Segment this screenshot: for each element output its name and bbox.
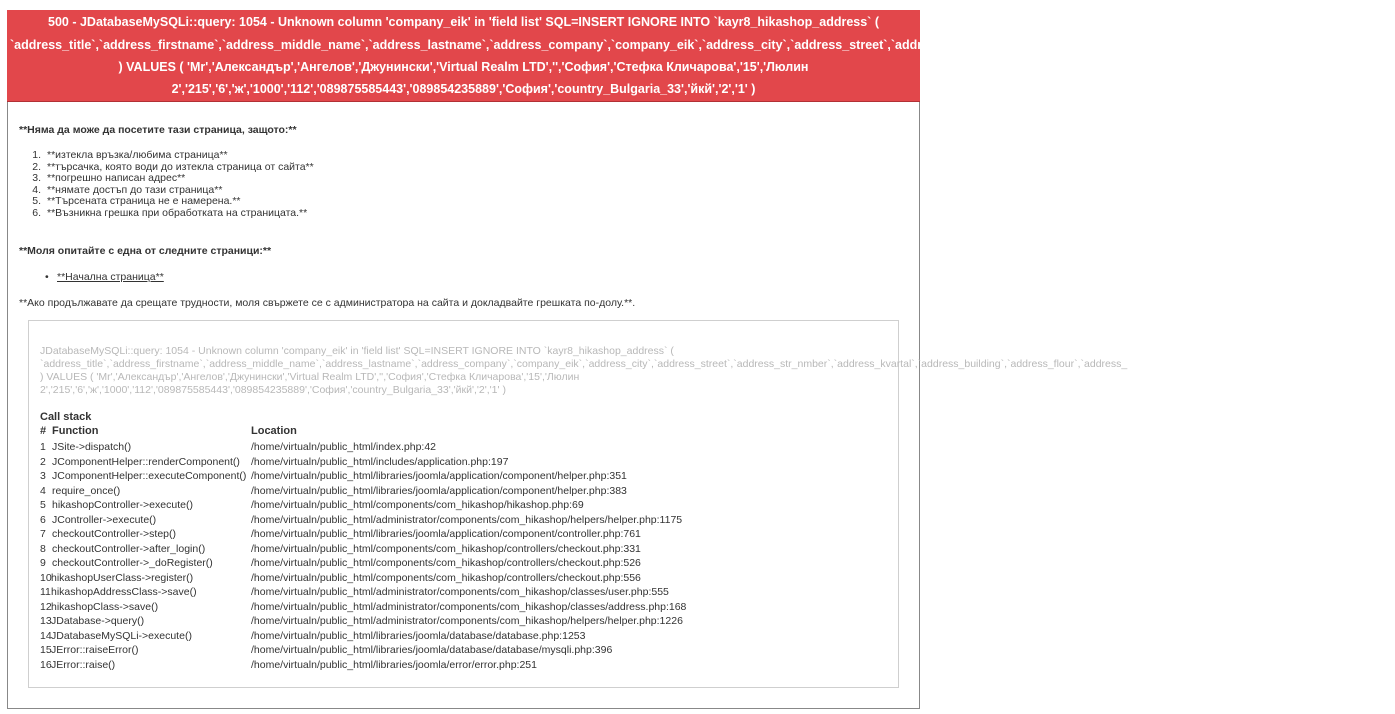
call-stack-row-function: JComponentHelper::executeComponent(): [52, 470, 247, 482]
reason-text: **изтекла връзка/любима страница**: [47, 149, 228, 161]
call-stack-row-location: /home/virtualn/public_html/libraries/joomla/error/error.php:251: [251, 658, 537, 671]
reason-number: 2.: [32, 160, 41, 173]
call-stack-row-location: /home/virtualn/public_html/components/com_hikashop/controllers/checkout.php:331: [251, 542, 641, 555]
error-header-line-3: ) VALUES ( 'Mr','Александър','Ангелов','Джунински','Virtual Realm LTD','','София','Стефка Кличарова','15','Люлин: [118, 60, 809, 74]
call-stack-row-function: JError::raise(): [51, 658, 116, 671]
call-stack-row-location: /home/virtualn/public_html/includes/application.php:197: [251, 455, 509, 468]
call-stack-title: Call stack: [40, 411, 92, 423]
call-stack-row-function: hikashopAddressClass->save(): [51, 586, 197, 598]
call-stack-row-num: 5: [40, 499, 46, 511]
call-stack-row-function: JDatabaseMySQLi->execute(): [51, 629, 192, 642]
call-stack-row-function: JComponentHelper::renderComponent(): [52, 455, 240, 468]
call-stack-row-num: 4: [40, 484, 46, 497]
call-stack-row-num: 7: [40, 528, 46, 540]
call-stack-row-location: /home/virtualn/public_html/administrator/components/com_hikashop/classes/address.php:168: [251, 600, 687, 613]
reason-number: 3.: [32, 172, 41, 185]
call-stack-row-location: /home/virtualn/public_html/libraries/joomla/application/component/helper.php:383: [251, 484, 627, 497]
call-stack-row-location: /home/virtualn/public_html/libraries/joomla/database/database/mysqli.php:396: [251, 644, 613, 656]
error-details-line-3: ) VALUES ( 'Mr','Александър','Ангелов','Джунински','Virtual Realm LTD','','София','Стефка Кличарова','15','Люлин: [40, 371, 580, 383]
call-stack-row-location: /home/virtualn/public_html/components/com_hikashop/controllers/checkout.php:526: [251, 557, 641, 569]
call-stack-col-location: Location: [251, 425, 297, 437]
call-stack-row-num: 1: [40, 441, 46, 453]
call-stack-row-num: 15: [40, 644, 52, 656]
error-header-line-1: 500 - JDatabaseMySQLi::query: 1054 - Unknown column 'company_eik' in 'field list' SQL=INSERT IGNORE INTO `kayr8_hikashop_address` (: [48, 15, 879, 29]
call-stack-row-num: 6: [40, 513, 46, 526]
call-stack-row-function: checkoutController->step(): [52, 528, 177, 540]
call-stack-row-num: 3: [40, 470, 46, 482]
reason-number: 4.: [32, 183, 41, 196]
error-details-line-2: `address_title`,`address_firstname`,`address_middle_name`,`address_lastname`,`address_company`,`company_eik`,`address_city`,`address_street`,`address_str_nmber`,`address_kvartal`,`address_building`,`address_flour`,`address_: [40, 358, 1128, 370]
call-stack-row-num: 11: [40, 586, 51, 598]
reason-item: [19, 208, 314, 220]
call-stack-row-location: /home/virtualn/public_html/libraries/joomla/application/component/controller.php:761: [251, 528, 641, 540]
call-stack-row-location: /home/virtualn/public_html/administrator/components/com_hikashop/helpers/helper.php:1175: [251, 513, 683, 526]
reason-number: 1.: [32, 149, 41, 161]
bullet: •: [45, 271, 49, 283]
cannot-visit-heading: **Няма да може да посетите тази страница, защото:**: [19, 124, 297, 136]
reason-text: **нямате достъп до тази страница**: [47, 183, 223, 196]
call-stack-row-function: JDatabase->query(): [51, 615, 145, 627]
call-stack-row-num: 8: [40, 542, 46, 555]
call-stack-row-location: /home/virtualn/public_html/components/com_hikashop/controllers/checkout.php:556: [251, 571, 641, 584]
call-stack-row-num: 14: [40, 629, 52, 642]
call-stack-row-location: /home/virtualn/public_html/libraries/joomla/application/component/helper.php:351: [251, 470, 627, 482]
call-stack-row-num: 13: [40, 615, 52, 627]
call-stack-row-function: hikashopController->execute(): [52, 499, 193, 511]
call-stack-row-num: 9: [40, 557, 46, 569]
call-stack-row-function: hikashopUserClass->register(): [51, 571, 194, 584]
call-stack-row-function: checkoutController->after_login(): [52, 542, 206, 555]
call-stack-row-location: /home/virtualn/public_html/components/com_hikashop/hikashop.php:69: [251, 499, 584, 511]
call-stack-row-function: require_once(): [52, 484, 121, 497]
call-stack-row-function: JSite->dispatch(): [52, 441, 132, 453]
home-page-link[interactable]: **Начална страница**: [57, 271, 164, 283]
call-stack-col-num: #: [40, 425, 47, 437]
call-stack-row-location: /home/virtualn/public_html/administrator/components/com_hikashop/helpers/helper.php:1226: [251, 615, 683, 627]
call-stack-row-num: 16: [40, 658, 52, 671]
call-stack-row-function: JController->execute(): [52, 513, 157, 526]
error-details-line-1: JDatabaseMySQLi::query: 1054 - Unknown column 'company_eik' in 'field list' SQL=INSERT IGNORE INTO `kayr8_hikashop_address` (: [40, 345, 674, 357]
call-stack-row-location: /home/virtualn/public_html/administrator/components/com_hikashop/classes/user.php:555: [251, 586, 669, 598]
call-stack-row-function: checkoutController->_doRegister(): [52, 557, 213, 569]
call-stack-row-num: 12: [40, 600, 52, 613]
reasons-list: [19, 150, 314, 220]
call-stack-row-location: /home/virtualn/public_html/libraries/joomla/database/database.php:1253: [251, 629, 586, 642]
reason-text: **погрешно написан адрес**: [47, 172, 186, 185]
reason-number: 5.: [32, 195, 41, 208]
reason-text: **търсачка, която води до изтекла страница от сайта**: [47, 160, 314, 173]
error-header-line-4: 2','215','6','ж','1000','112','089875585443','089854235889','София','country_Bulgaria_33','йкй','2','1' ): [171, 82, 756, 96]
call-stack-row-num: 2: [40, 455, 46, 468]
call-stack-row-num: 10: [40, 571, 52, 584]
reason-text: **Възникна грешка при обработката на страницата.**: [47, 206, 308, 219]
call-stack-row-function: hikashopClass->save(): [51, 600, 159, 613]
error-header-banner: [7, 10, 1395, 102]
list-item: [45, 271, 164, 283]
alternative-pages-list: [45, 271, 164, 283]
try-pages-heading: **Моля опитайте с една от следните страници:**: [19, 245, 272, 257]
call-stack-row-function: JError::raiseError(): [51, 644, 139, 656]
call-stack-row-location: /home/virtualn/public_html/index.php:42: [251, 441, 437, 453]
contact-admin-text: **Ако продължавате да срещате трудности, моля свържете се с администратора на сайта и докладвайте грешката по-долу.**.: [19, 297, 636, 309]
reason-text: **Търсената страница не е намерена.**: [47, 195, 241, 208]
call-stack-col-function: Function: [52, 425, 99, 437]
error-details-line-4: 2','215','6','ж','1000','112','089875585443','089854235889','София','country_Bulgaria_33','йкй','2','1' ): [40, 384, 506, 396]
error-header-line-2: `address_title`,`address_firstname`,`address_middle_name`,`address_lastname`,`address_company`,`company_eik`,`address_city`,`address_street`,`address_str_nmber`,`address_kvartal`,`address_building`,`address_flour`,`address_: [10, 38, 1395, 52]
reason-number: 6.: [32, 206, 41, 219]
